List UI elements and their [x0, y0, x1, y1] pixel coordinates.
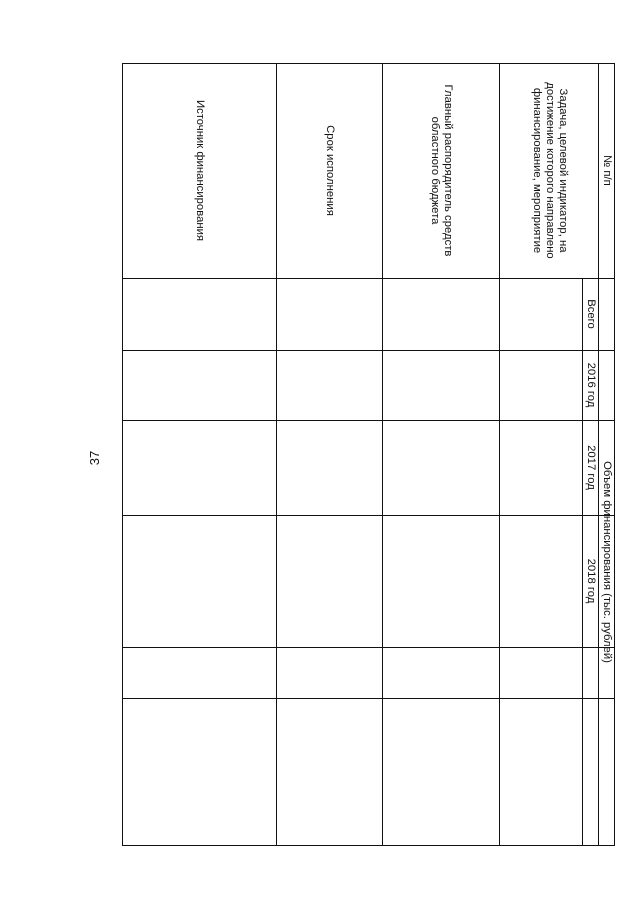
- header-volume: Объем финансирования (тыс. рублей): [601, 461, 614, 663]
- header-distributor: Главный распорядитель средств областного бюджета: [429, 84, 455, 257]
- table-col-line: [122, 278, 615, 279]
- table-col-line: [122, 647, 615, 648]
- table-col-line: [122, 845, 615, 846]
- page-number: 37: [87, 450, 102, 466]
- header-num: № п/п: [601, 155, 614, 186]
- header-task: Задача, целевой индикатор, на достижение которого направлено финансирование, мероприятие: [531, 82, 569, 259]
- table-col-line: [122, 698, 615, 699]
- table-col-line: [122, 420, 615, 421]
- table-col-line: [122, 515, 615, 516]
- table-col-line: [122, 350, 615, 351]
- financing-table: [122, 63, 615, 846]
- header-period: Срок исполнения: [324, 125, 337, 216]
- header-2016: 2016 год: [585, 362, 598, 408]
- header-2018: 2018 год: [585, 558, 598, 604]
- header-2017: 2017 год: [585, 445, 598, 490]
- rotated-table-container: [122, 63, 615, 846]
- header-total: Всего: [585, 299, 598, 329]
- header-source: Источник финансирования: [194, 99, 207, 242]
